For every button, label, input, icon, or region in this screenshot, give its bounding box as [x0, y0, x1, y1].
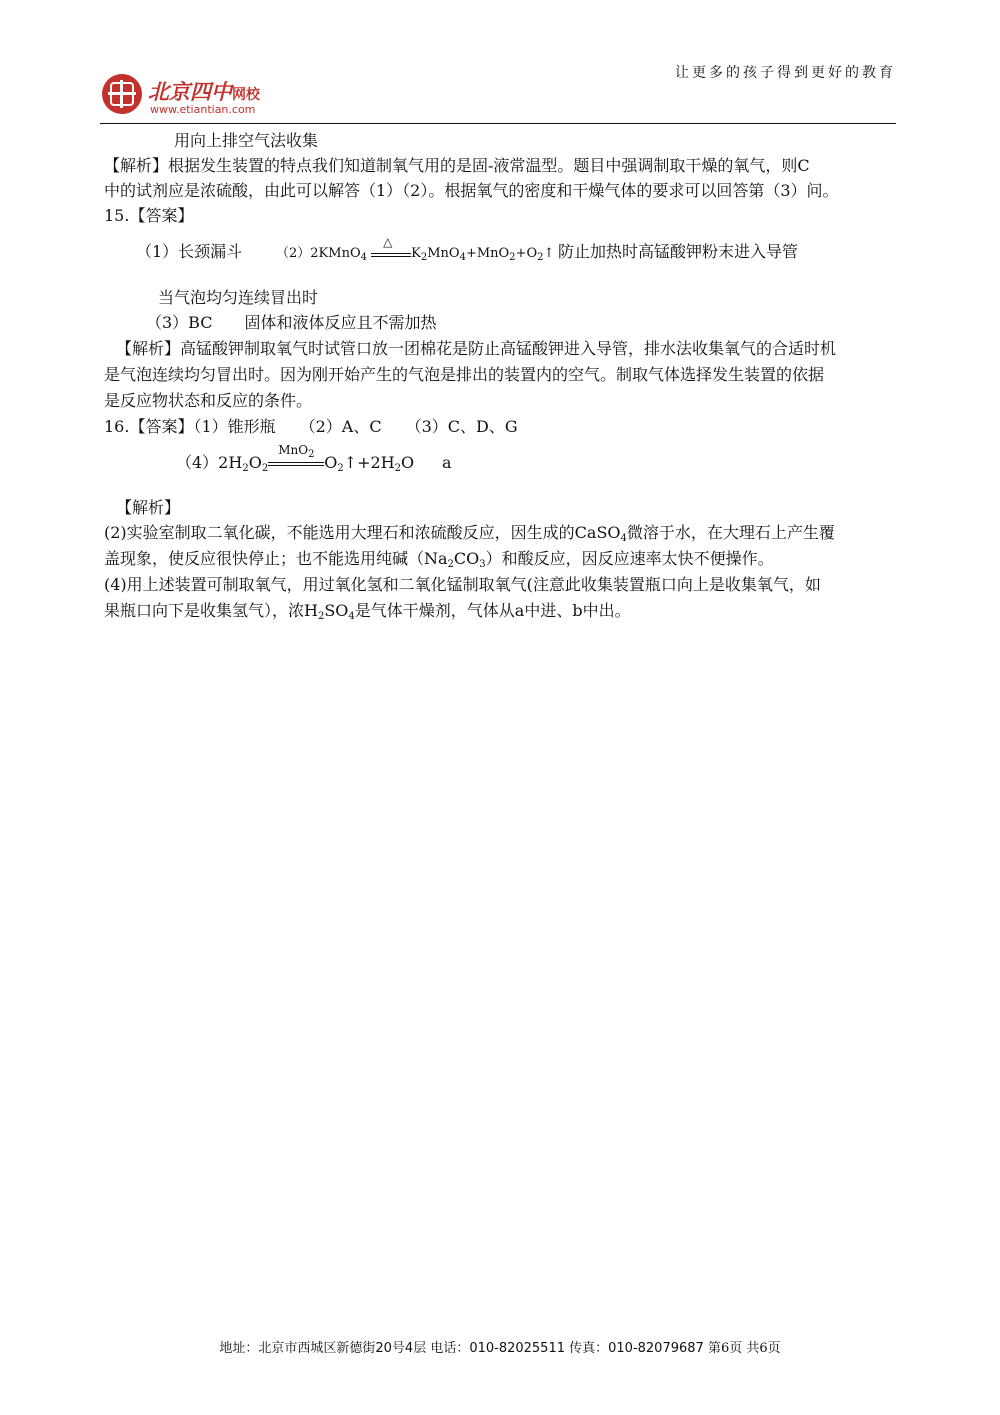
- q15-analysis-line-2: 是气泡连续均匀冒出时。因为刚开始产生的气泡是排出的装置内的空气。制取气体选择发生装置的依据: [104, 365, 825, 384]
- q16-analysis-heading: 【解析】: [116, 498, 181, 517]
- logo-name: 北京四中网校: [148, 79, 260, 104]
- q15-analysis-line-1: 【解析】高锰酸钾制取氧气时试管口放一团棉花是防止高锰酸钾进入导管，排水法收集氧气的合适时机: [116, 339, 837, 358]
- heat-condition: △: [383, 234, 393, 249]
- logo-url: www.etiantian.com: [150, 103, 256, 116]
- q15-analysis-line-3: 是反应物状态和反应的条件。: [104, 391, 313, 410]
- collect-method-line: 用向上排空气法收集: [174, 131, 319, 150]
- q16-heading: 16.【答案】（1）锥形瓶 （2）A、C （3）C、D、G: [104, 417, 518, 436]
- q14-analysis-line-1: 【解析】根据发生装置的特点我们知道制氧气用的是固-液常温型。题目中强调制取干燥的氧气，则C: [104, 156, 810, 175]
- q15-answer-2: 当气泡均匀连续冒出时: [158, 288, 319, 307]
- q15-heading: 15.【答案】: [104, 206, 194, 225]
- q16-equation: $(4)2H_2O_2$ MnO$_2$ $O_2↑+2H_2O$: [176, 452, 414, 474]
- header-slogan: 让更多的孩子得到更好的教育: [675, 65, 896, 81]
- q15-cotton-reason: 防止加热时高锰酸钾粉末进入导管: [558, 242, 799, 261]
- q15-equation: （2）2KMnO$_4$ △ $K_2MnO_4+MnO_2+O_2↑$: [276, 234, 555, 263]
- q14-analysis-line-2: 中的试剂应是浓硫酸，由此可以解答（1）（2）。根据氧气的密度和干燥气体的要求可以回答第（3）问。: [104, 181, 839, 200]
- q15-answer-3: （3）BC 固体和液体反应且不需加热: [146, 313, 437, 332]
- page-number: 第6页 共6页: [707, 1341, 781, 1356]
- catalyst-condition: MnO$_2$: [278, 442, 315, 460]
- header-divider: [100, 123, 896, 124]
- q16-analysis-line-3: (4)用上述装置可制取氧气，用过氧化氢和二氧化锰制取氧气(注意此收集装置瓶口向上是收集氧气，如: [104, 575, 821, 594]
- page-footer: [0, 1337, 1000, 1356]
- q16-answer-letter: a: [442, 453, 452, 472]
- school-logo-icon: [102, 74, 142, 114]
- footer-address: 地址：北京市西城区新德街20号4层 电话：010-82025511 传真：010-82079687: [219, 1341, 704, 1356]
- q16-analysis-line-4: 果瓶口向下是收集氢气），浓$H_2SO_4$是气体干燥剂，气体从a中进、b中出。: [104, 601, 631, 622]
- q16-analysis-line-2: 盖现象，使反应很快停止；也不能选用纯碱$(Na_2CO_3)$和酸反应，因反应速率太快不便操作。: [104, 549, 774, 570]
- q16-analysis-line-1: (2)实验室制取二氧化碳，不能选用大理石和浓硫酸反应，因生成的CaSO$_4$微溶于水，在大理石上产生覆: [104, 523, 835, 544]
- q15-answer-1: （1）长颈漏斗: [136, 242, 243, 261]
